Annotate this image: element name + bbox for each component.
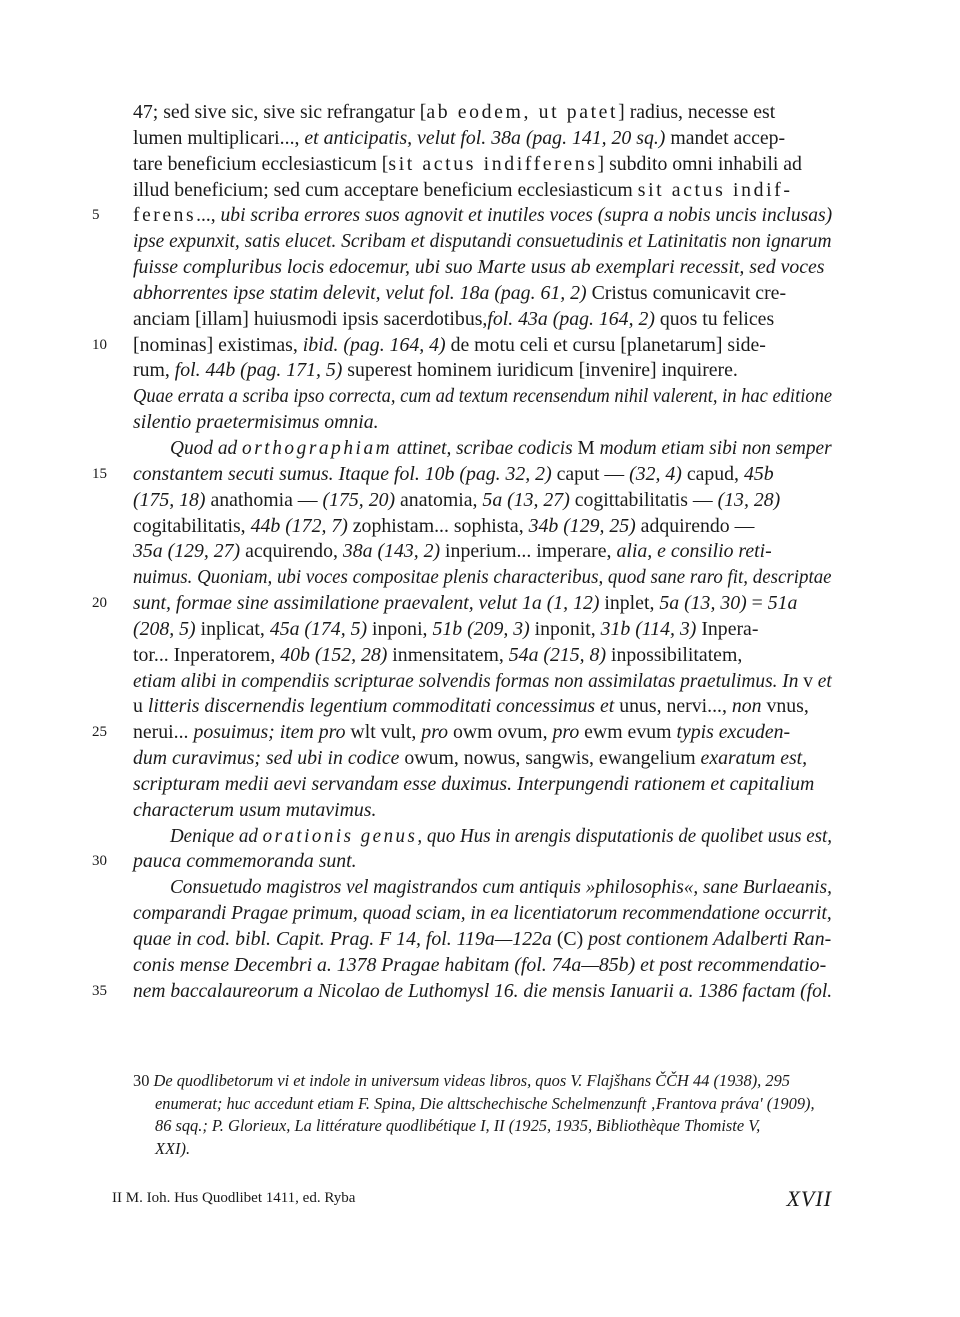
- line-number: 20: [92, 595, 107, 612]
- line-text: [133, 178, 793, 204]
- text-line: [0, 384, 960, 410]
- italic-text: et anticipatis, velut fol. 38a (pag. 141, 20 sq.): [304, 126, 666, 149]
- text-line: [0, 281, 960, 307]
- line-text: [133, 565, 832, 591]
- italic-text: 54a (215, 8): [508, 643, 607, 666]
- italic-text: enumerat; huc accedunt etiam F. Spina, Die alttschechische Schelmenzunft ‚Frantova práva' (1909),: [155, 1093, 815, 1113]
- italic-text: , quo Hus in arengis disputationis de quolibet usus est,: [417, 824, 833, 847]
- line-number: 35: [92, 982, 107, 999]
- text-line: [0, 746, 960, 772]
- text-line: [0, 798, 960, 824]
- footnote-text: [155, 1138, 190, 1161]
- spaced-text: sit actus indif-: [637, 178, 793, 201]
- text-line: [0, 307, 960, 333]
- roman-text: wlt vult,: [350, 721, 417, 744]
- roman-text: ewm evum: [584, 721, 672, 744]
- roman-text: capud,: [681, 462, 744, 485]
- line-text: [133, 694, 809, 720]
- text-line: [0, 100, 960, 126]
- roman-text: quos tu felices: [654, 307, 775, 330]
- italic-text: 45b: [743, 462, 774, 485]
- roman-text: de motu celi et cursu [planetarum] side-: [445, 333, 766, 356]
- roman-text: [nominas] existimas,: [133, 333, 303, 356]
- spaced-text: orthographiam: [242, 436, 393, 459]
- line-text: [133, 126, 785, 152]
- italic-text: Quod ad: [170, 436, 243, 459]
- italic-text: modum etiam sibi non semper: [594, 436, 832, 459]
- roman-text: lumen multiplicari...,: [133, 126, 305, 149]
- italic-text: (32, 4): [629, 462, 682, 485]
- roman-text: Inpera-: [696, 617, 759, 640]
- text-line: [0, 514, 960, 540]
- italic-text: posuimus; item pro: [193, 721, 351, 744]
- roman-text: adquirendo —: [635, 514, 755, 537]
- italic-text: quae in cod. bibl. Capit. Prag. F 14, fol. 119a—122a: [133, 928, 557, 950]
- italic-text: 86 sqq.; P. Glorieux,: [155, 1116, 295, 1136]
- roman-text: ...,: [196, 204, 221, 227]
- line-text: [133, 152, 802, 178]
- line-text: [133, 281, 786, 307]
- roman-text: anathomia —: [205, 488, 323, 511]
- line-text: [133, 953, 826, 979]
- italic-text: alia, e consilio reti-: [616, 540, 772, 563]
- footnote-block: [0, 1070, 960, 1160]
- line-number: 5: [92, 207, 100, 224]
- text-line: [0, 126, 960, 152]
- italic-text: pro: [416, 721, 453, 744]
- line-text: [133, 849, 357, 875]
- text-line: [0, 565, 960, 591]
- italic-text: 51b (209, 3): [432, 617, 530, 640]
- roman-text: ] radius, necesse est: [618, 101, 776, 123]
- roman-text: owm ovum,: [453, 721, 548, 744]
- text-line: [0, 849, 960, 875]
- roman-text: Cristus comunicavit cre-: [586, 281, 787, 304]
- roman-text: inplicat,: [195, 617, 270, 640]
- footnote-line: [0, 1115, 960, 1138]
- line-text: [133, 927, 831, 953]
- italic-text: ibid. (pag. 164, 4): [302, 333, 446, 356]
- text-line: [0, 875, 960, 901]
- body-text: [0, 100, 960, 1005]
- line-number: 15: [92, 465, 107, 482]
- text-line: [0, 720, 960, 746]
- spaced-text: orationis genus: [262, 824, 418, 847]
- line-text: [133, 358, 738, 384]
- italic-text: 35a (129, 27): [133, 540, 241, 563]
- line-number: 25: [92, 724, 107, 741]
- italic-text: 38a (143, 2): [342, 540, 441, 563]
- text-line: [0, 591, 960, 617]
- italic-text: Denique ad: [170, 824, 263, 847]
- roman-text: anatomia,: [395, 488, 483, 511]
- italic-text: De quodlibetorum vi et indole in universum videas libros, quos V. Flajšhans ČČH 44 (1938), 295: [153, 1071, 790, 1090]
- line-text: [170, 824, 832, 850]
- text-line: [0, 229, 960, 255]
- line-text: [133, 979, 832, 1005]
- italic-text: 51a: [767, 592, 798, 615]
- italic-text: exaratum est,: [695, 747, 808, 770]
- italic-text: etiam alibi in compendiis scripturae solvendis formas non assimilatas praetulimus. In: [133, 669, 804, 692]
- line-text: [133, 746, 807, 772]
- line-text: [133, 539, 772, 565]
- roman-text: inponi,: [367, 617, 433, 640]
- line-text: [133, 384, 832, 410]
- italic-text: typis excuden-: [671, 721, 791, 744]
- text-line: [0, 617, 960, 643]
- line-text: [170, 875, 832, 901]
- line-text: [133, 617, 758, 643]
- italic-text: fuisse compluribus locis edocemur, ubi suo Marte usus ab exemplari recessit, sed voces: [133, 256, 825, 279]
- italic-text: 5a (13, 27): [482, 488, 570, 511]
- roman-text: M: [577, 436, 595, 459]
- roman-text: tor... Inperatorem,: [133, 643, 281, 666]
- italic-text: non: [726, 695, 767, 718]
- text-line: [0, 255, 960, 281]
- italic-text: (175, 20): [322, 488, 396, 511]
- footnote-line: [0, 1070, 960, 1093]
- roman-text: owum, nowus, sangwis, ewangelium: [404, 747, 696, 770]
- italic-text: sunt, formae sine assimilatione praevalent, velut 1a (1, 12): [133, 592, 600, 615]
- italic-text: abhorrentes ipse statim delevit, velut fol. 18a (pag. 61, 2): [133, 281, 587, 304]
- roman-text: nerui...: [133, 721, 194, 744]
- footnote-text: [155, 1115, 760, 1138]
- text-line: [0, 694, 960, 720]
- line-text: [133, 410, 379, 436]
- italic-text: silentio praetermisimus omnia.: [133, 411, 379, 434]
- roman-text: vnus,: [766, 695, 809, 718]
- text-line: [0, 901, 960, 927]
- footnote-text: [155, 1093, 815, 1116]
- line-text: [133, 462, 774, 488]
- roman-text: inmensitatem,: [387, 643, 509, 666]
- text-line: [0, 824, 960, 850]
- italic-text: scripturam medii aevi servandam esse duximus. Interpungendi rationem et capitalium: [133, 772, 815, 795]
- italic-text: Quae errata a scriba ipso correcta, cum ad textum recensendum nihil valerent, in hac editione: [133, 385, 833, 408]
- roman-text: anciam [illam] huiusmodi ipsis sacerdotibus,: [133, 307, 488, 330]
- italic-text: pauca commemoranda sunt.: [133, 850, 357, 873]
- line-text: [133, 229, 832, 255]
- line-text: [133, 307, 774, 333]
- line-text: [133, 720, 790, 746]
- line-text: [133, 669, 832, 695]
- running-footer: II M. Ioh. Hus Quodlibet 1411, ed. Ryba: [112, 1190, 356, 1206]
- italic-text: comparandi Pragae primum, quoad sciam, in ea licentiatorum recommendatione occurrit,: [133, 902, 832, 925]
- text-line: [0, 203, 960, 229]
- italic-text: post contionem Adalberti Ran-: [583, 928, 832, 950]
- roman-text: 30: [133, 1071, 154, 1090]
- italic-text: pro: [547, 721, 585, 744]
- line-text: [133, 333, 766, 359]
- roman-text: inperium... imperare,: [440, 540, 617, 563]
- roman-text: ] subdito omni inhabili ad: [597, 152, 802, 175]
- italic-text: dum curavimus; sed ubi in codice: [133, 747, 405, 770]
- line-text: [133, 488, 780, 514]
- line-text: [133, 798, 376, 824]
- italic-text: nuimus. Quoniam, ubi voces compositae plenis characteribus, quod sane raro fit, descriptae: [133, 566, 832, 589]
- footnote-line: [0, 1093, 960, 1116]
- text-line: [0, 927, 960, 953]
- text-line: [0, 488, 960, 514]
- italic-text: et post recommendatio-: [640, 953, 827, 976]
- footnote-line: [0, 1138, 960, 1161]
- roman-text: unus, nervi...,: [619, 695, 727, 718]
- text-line: [0, 333, 960, 359]
- italic-text: fol. 43a (pag. 164, 2): [487, 307, 655, 330]
- roman-text: inplet,: [599, 592, 660, 615]
- italic-text: ubi scriba errores suos agnovit et inutiles voces (supra a nobis uncis inclusas): [220, 204, 833, 227]
- roman-text: zophistam... sophista,: [347, 514, 529, 537]
- roman-text: u: [133, 695, 143, 718]
- text-line: [0, 953, 960, 979]
- italic-text: ipse expunxit, satis elucet. Scribam et disputandi consuetudinis et Latinitatis non ignarum: [133, 230, 832, 253]
- italic-text: La littérature quodlibétique I, II (1925, 1935, Bibliothèque Thomiste V,: [294, 1116, 761, 1136]
- line-text: [133, 514, 754, 540]
- italic-text: 31b (114, 3): [600, 617, 697, 640]
- roman-text: illud beneficium; sed cum acceptare beneficium ecclesiasticum: [133, 178, 638, 201]
- italic-text: 44b (172, 7): [250, 514, 348, 537]
- text-line: [0, 436, 960, 462]
- roman-text: inpossibilitatem,: [606, 643, 743, 666]
- italic-text: 40b (152, 28): [280, 643, 388, 666]
- italic-text: Consuetudo magistros vel magistrandos cum antiquis »philosophis«, sane Burlaeanis,: [170, 876, 832, 899]
- line-text: [133, 203, 832, 229]
- text-line: [0, 772, 960, 798]
- text-line: [0, 358, 960, 384]
- roman-text: =: [746, 592, 768, 615]
- roman-text: cogitabilitatis,: [133, 514, 251, 537]
- roman-text: caput —: [551, 462, 630, 485]
- spaced-text: ferens: [133, 204, 197, 227]
- italic-text: constantem secuti sumus. Itaque fol. 10b (pag. 32, 2): [133, 462, 552, 485]
- spaced-text: ab eodem, ut patet: [426, 101, 619, 123]
- italic-text: litteris discernendis legentium commoditati concessimus et: [142, 695, 620, 718]
- italic-text: 45a (174, 5): [269, 617, 368, 640]
- roman-text: superest hominem iuridicum [invenire] inquirere.: [342, 359, 738, 382]
- italic-text: fol. 44b (pag. 171, 5): [174, 359, 343, 382]
- italic-text: (208, 5): [133, 617, 196, 640]
- roman-text: cogittabilitatis —: [569, 488, 718, 511]
- text-line: [0, 178, 960, 204]
- line-text: [133, 772, 814, 798]
- italic-text: characterum usum mutavimus.: [133, 798, 377, 821]
- roman-text: acquirendo,: [240, 540, 343, 563]
- text-line: [0, 643, 960, 669]
- spaced-text: sit actus indifferens: [388, 152, 598, 175]
- roman-text: mandet accep-: [665, 126, 786, 149]
- italic-text: 34b (129, 25): [528, 514, 636, 537]
- roman-text: v: [803, 669, 813, 692]
- italic-text: (175, 18): [133, 488, 206, 511]
- line-text: [133, 255, 825, 281]
- text-line: [0, 152, 960, 178]
- roman-text: inponit,: [529, 617, 601, 640]
- roman-text: tare beneficium ecclesiasticum [: [133, 152, 389, 175]
- footnote-text: [133, 1070, 790, 1093]
- line-number: 10: [92, 336, 107, 353]
- line-text: [133, 100, 775, 126]
- line-number: 30: [92, 853, 107, 870]
- italic-text: et: [812, 669, 832, 692]
- roman-text: 47; sed sive sic, sive sic refrangatur [: [133, 101, 427, 123]
- italic-text: attinet, scribae codicis: [392, 436, 578, 459]
- line-text: [133, 591, 797, 617]
- roman-text: rum,: [133, 359, 175, 382]
- italic-text: conis mense Decembri a. 1378 Pragae habitam (fol. 74a—85b): [133, 953, 641, 976]
- text-line: [0, 979, 960, 1005]
- line-text: [133, 901, 832, 927]
- italic-text: (13, 28): [717, 488, 781, 511]
- page-number: XVII: [786, 1186, 832, 1211]
- roman-text: (C): [556, 928, 584, 950]
- italic-text: nem baccalaureorum a Nicolao de Luthomysl 16. die mensis Ianuarii a. 1386 factam (fol.: [133, 979, 833, 1002]
- italic-text: XXI).: [155, 1138, 191, 1158]
- line-text: [170, 436, 832, 462]
- text-line: [0, 539, 960, 565]
- italic-text: 5a (13, 30): [659, 592, 747, 615]
- text-line: [0, 669, 960, 695]
- text-line: [0, 462, 960, 488]
- line-text: [133, 643, 742, 669]
- text-line: [0, 410, 960, 436]
